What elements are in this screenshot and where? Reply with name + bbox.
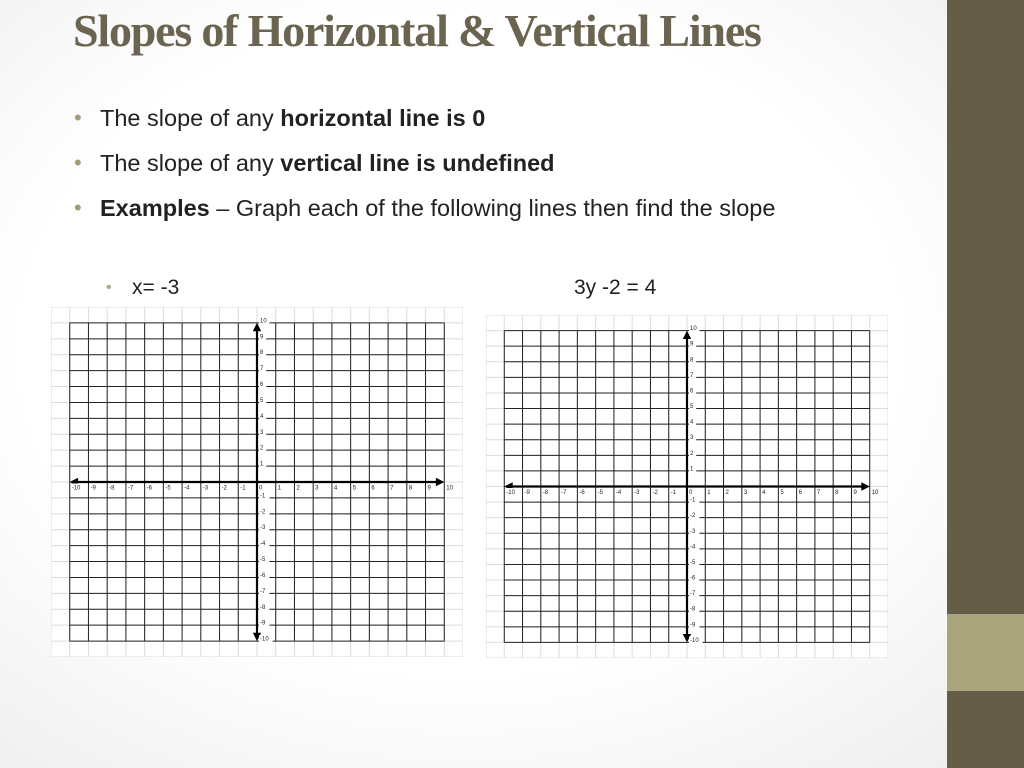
- x-tick-label: 6: [798, 490, 802, 496]
- x-tick-label: -6: [146, 485, 152, 492]
- x-tick-label: -1: [240, 485, 246, 492]
- y-tick-label: -1: [690, 497, 696, 504]
- x-tick-label: 9: [427, 485, 431, 492]
- sub-bullet-dot-icon: •: [106, 279, 112, 296]
- x-tick-label: -3: [634, 490, 640, 496]
- y-tick-label: -7: [260, 588, 266, 595]
- bullet-dot-icon: •: [74, 195, 82, 220]
- y-tick-label: 3: [690, 435, 694, 442]
- y-tick-label: -2: [690, 513, 696, 520]
- x-tick-label: -10: [71, 485, 81, 492]
- x-tick-label: 0: [259, 485, 263, 492]
- y-tick-label: 1: [690, 466, 694, 473]
- x-tick-label: -2: [652, 490, 658, 496]
- y-tick-label: -9: [260, 620, 266, 627]
- x-tick-label: -9: [524, 490, 530, 496]
- bullet-dot-icon: •: [74, 150, 82, 175]
- y-tick-label: 9: [690, 341, 694, 348]
- bullet-dot-icon: •: [74, 105, 82, 130]
- y-tick-label: 3: [260, 429, 264, 436]
- bullet-bold-text: horizontal line is 0: [280, 105, 486, 131]
- y-tick-label: -10: [260, 636, 269, 643]
- y-tick-label: -1: [260, 493, 266, 500]
- x-tick-label: 4: [333, 485, 338, 492]
- x-tick-label: 5: [352, 485, 356, 492]
- x-tick-label: 1: [277, 485, 282, 492]
- y-tick-label: 10: [690, 326, 697, 333]
- y-tick-label: 6: [690, 388, 694, 395]
- x-tick-label: 7: [390, 485, 394, 492]
- x-tick-label: -4: [615, 490, 622, 496]
- x-tick-label: 10: [871, 490, 879, 496]
- example-1-equation: x= -3: [132, 276, 180, 299]
- y-tick-label: -5: [690, 559, 696, 566]
- y-tick-label: -6: [260, 572, 266, 579]
- bullet-horizontal: [74, 100, 874, 136]
- y-tick-label: -4: [690, 544, 696, 551]
- bullet-text: The slope of any: [100, 105, 281, 131]
- bullet-text: – Graph each of the following lines then find the slope: [209, 195, 776, 221]
- y-tick-label: -9: [690, 622, 696, 629]
- x-tick-label: 8: [835, 490, 839, 496]
- y-tick-label: -10: [690, 637, 699, 644]
- x-tick-label: 2: [296, 485, 300, 492]
- x-tick-label: 4: [762, 490, 766, 496]
- y-tick-label: 7: [690, 372, 694, 379]
- y-tick-label: -8: [690, 606, 696, 613]
- x-tick-label: 1: [707, 490, 711, 496]
- x-tick-label: 2: [725, 490, 729, 496]
- examples-row: [106, 273, 806, 303]
- x-tick-label: -4: [184, 485, 190, 492]
- x-tick-label: -7: [127, 485, 134, 492]
- axis-arrow-icon: [861, 482, 869, 490]
- y-tick-label: 1: [260, 461, 264, 468]
- x-tick-label: 10: [446, 485, 453, 492]
- y-tick-label: 4: [690, 419, 694, 426]
- y-tick-label: -3: [690, 528, 696, 535]
- y-tick-label: 9: [260, 334, 264, 341]
- x-tick-label: 5: [780, 490, 784, 496]
- y-tick-label: 2: [690, 450, 694, 457]
- coordinate-grid-1: [51, 307, 463, 657]
- y-tick-label: 5: [260, 397, 264, 404]
- y-tick-label: -4: [260, 541, 266, 548]
- x-tick-label: -9: [90, 485, 96, 492]
- y-tick-label: 8: [260, 350, 264, 357]
- y-tick-label: 4: [260, 413, 264, 420]
- grid-svg: [486, 315, 888, 658]
- x-tick-label: 9: [853, 490, 857, 496]
- x-tick-label: -10: [506, 490, 515, 496]
- x-tick-label: -8: [109, 485, 115, 492]
- bullet-vertical: [74, 145, 874, 181]
- x-tick-label: -8: [542, 490, 549, 496]
- grid-svg: [51, 307, 463, 657]
- x-tick-label: -6: [579, 490, 585, 496]
- y-tick-label: 6: [260, 382, 264, 389]
- x-tick-label: -5: [597, 490, 603, 496]
- bullet-text: The slope of any: [100, 150, 281, 176]
- x-tick-label: 6: [371, 485, 375, 492]
- x-tick-label: 0: [689, 490, 693, 496]
- y-tick-label: 7: [260, 366, 264, 373]
- y-tick-label: -2: [260, 509, 266, 516]
- y-tick-label: -5: [260, 557, 266, 564]
- bullet-bold-text: Examples: [100, 195, 210, 221]
- slide-title: Slopes of Horizontal & Vertical Lines: [73, 5, 761, 56]
- x-tick-label: -5: [165, 485, 171, 492]
- example-2-equation: 3y -2 = 4: [574, 276, 657, 299]
- sidebar-band-accent: [947, 614, 1024, 691]
- coordinate-grid-2: [486, 315, 888, 658]
- y-tick-label: -7: [690, 591, 696, 598]
- x-tick-label: 3: [743, 490, 748, 496]
- x-tick-label: 8: [408, 485, 413, 492]
- y-tick-label: 2: [260, 445, 264, 452]
- x-tick-label: -7: [561, 490, 567, 496]
- bullet-bold-text: vertical line is undefined: [280, 150, 555, 176]
- bullet-examples: [74, 190, 874, 226]
- x-tick-label: 7: [816, 490, 821, 496]
- bullet-list: [74, 100, 874, 235]
- x-tick-label: -1: [670, 490, 677, 496]
- y-tick-label: 5: [690, 404, 694, 411]
- x-tick-label: 3: [315, 485, 319, 492]
- y-tick-label: 8: [690, 357, 694, 364]
- axis-arrow-icon: [436, 478, 444, 486]
- y-tick-label: -8: [260, 604, 266, 611]
- x-tick-label: -2: [221, 485, 227, 492]
- y-tick-label: -6: [690, 575, 696, 582]
- y-tick-label: 10: [260, 318, 267, 325]
- y-tick-label: -3: [260, 525, 266, 532]
- x-tick-label: -3: [202, 485, 209, 492]
